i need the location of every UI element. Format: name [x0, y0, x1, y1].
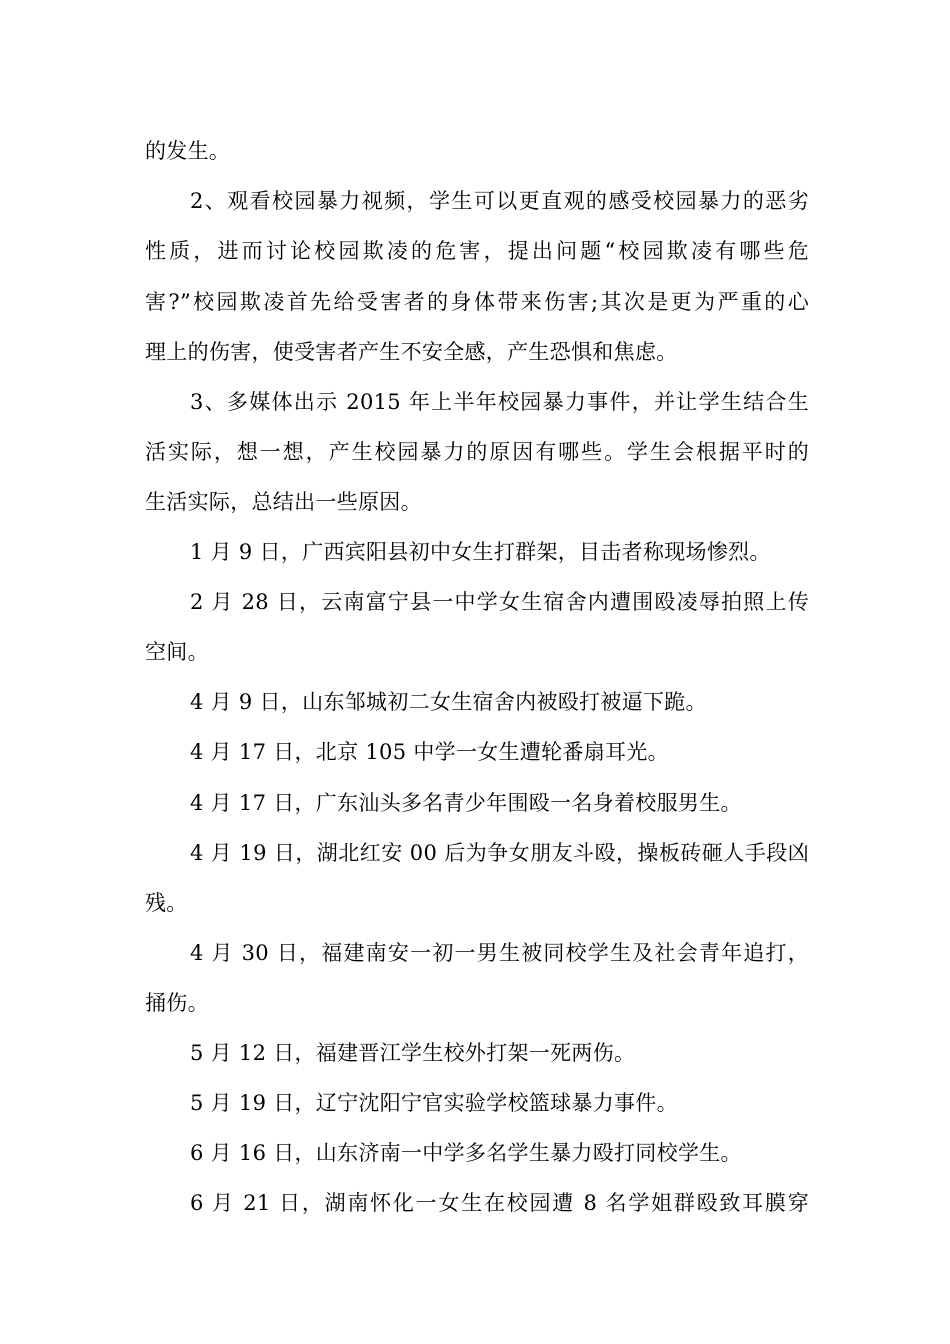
paragraph-3-line: 3、多媒体出示 2015 年上半年校园暴力事件，并让学生结合生	[190, 390, 809, 414]
event-line: 4 月 9 日，山东邹城初二女生宿舍内被殴打被逼下跪。	[190, 690, 707, 714]
event-line: 4 月 19 日，湖北红安 00 后为争女朋友斗殴，操板砖砸人手段凶	[190, 841, 809, 865]
paragraph-2-line: 理上的伤害，使受害者产生不安全感，产生恐惧和焦虑。	[145, 340, 678, 364]
event-line: 捅伤。	[145, 991, 209, 1015]
paragraph-3-line: 活实际，想一想，产生校园暴力的原因有哪些。学生会根据平时的	[145, 440, 809, 464]
paragraph-2-line: 害?”校园欺凌首先给受害者的身体带来伤害;其次是更为严重的心	[145, 290, 809, 314]
event-line: 2 月 28 日，云南富宁县一中学女生宿舍内遭围殴凌辱拍照上传	[190, 590, 809, 614]
event-line: 4 月 30 日，福建南安一初一男生被同校学生及社会青年追打，	[190, 941, 809, 965]
event-line: 空间。	[145, 640, 209, 664]
event-line: 5 月 19 日，辽宁沈阳宁官实验学校篮球暴力事件。	[190, 1091, 678, 1115]
paragraph-3-line: 生活实际，总结出一些原因。	[145, 490, 422, 514]
event-line: 5 月 12 日，福建晋江学生校外打架一死两伤。	[190, 1041, 636, 1065]
text-line: 的发生。	[145, 139, 231, 163]
event-line: 4 月 17 日，广东汕头多名青少年围殴一名身着校服男生。	[190, 791, 742, 815]
event-line: 6 月 16 日，山东济南一中学多名学生暴力殴打同校学生。	[190, 1141, 742, 1165]
paragraph-2-line: 性质，进而讨论校园欺凌的危害，提出问题“校园欺凌有哪些危	[145, 239, 809, 263]
event-line: 6 月 21 日，湖南怀化一女生在校园遭 8 名学姐群殴致耳膜穿	[190, 1191, 809, 1215]
event-line: 1 月 9 日，广西宾阳县初中女生打群架，目击者称现场惨烈。	[190, 540, 771, 564]
paragraph-2-line: 2、观看校园暴力视频，学生可以更直观的感受校园暴力的恶劣	[190, 189, 809, 213]
event-line: 4 月 17 日，北京 105 中学一女生遭轮番扇耳光。	[190, 740, 669, 764]
event-line: 残。	[145, 891, 188, 915]
